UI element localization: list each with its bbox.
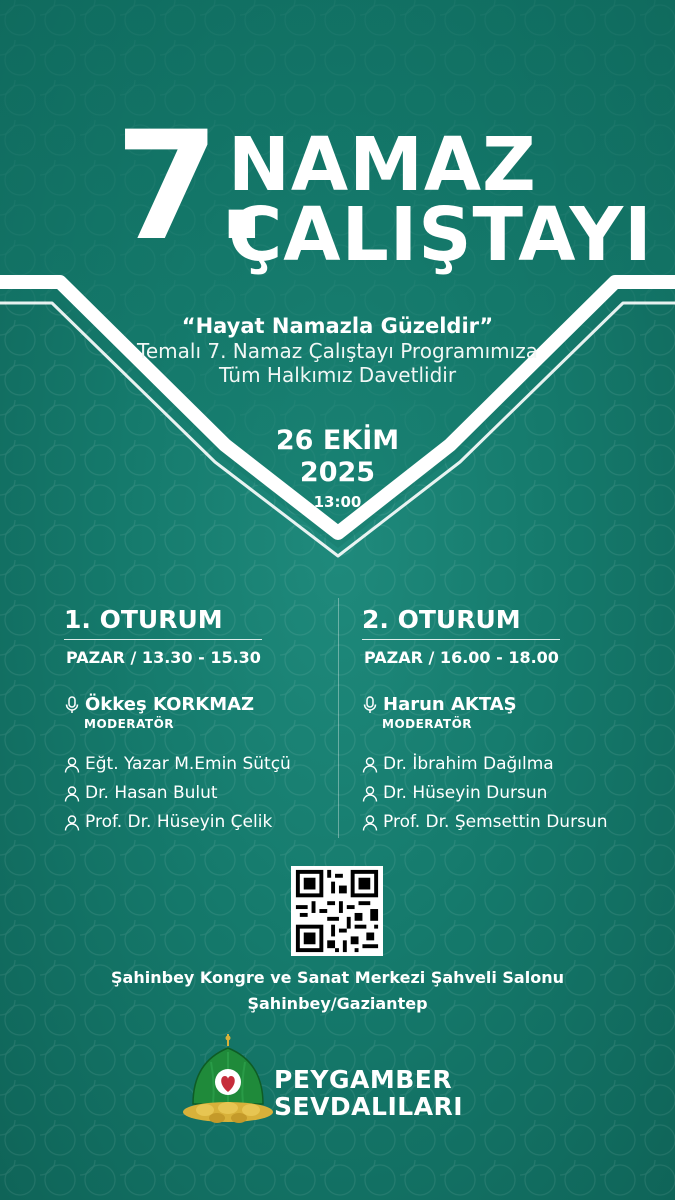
speaker-item xyxy=(64,750,364,779)
moderator-label: MODERATÖR xyxy=(382,717,473,731)
moderator-row xyxy=(362,694,662,716)
theme-quote: “Hayat Namazla Güzeldir” xyxy=(181,314,494,338)
speaker-name: Prof. Dr. Hüseyin Çelik xyxy=(85,812,273,832)
venue-line-2: Şahinbey/Gaziantep xyxy=(247,994,428,1013)
person-icon xyxy=(362,785,378,803)
edition-number: 7. xyxy=(115,100,265,274)
session-title: 1. OTURUM xyxy=(64,605,223,634)
date-day-month: 26 EKİM xyxy=(275,425,400,456)
moderator-label: MODERATÖR xyxy=(84,717,175,731)
brand-line-1: PEYGAMBER xyxy=(274,1065,453,1094)
theme-line-2: Tüm Halkımız Davetlidir xyxy=(218,363,457,387)
moderator-name: Ökkeş KORKMAZ xyxy=(85,694,255,715)
moderator-name: Harun AKTAŞ xyxy=(383,694,517,715)
person-icon xyxy=(362,814,378,832)
venue-block xyxy=(0,965,675,1017)
moderator-row xyxy=(64,694,364,716)
speaker-item xyxy=(362,808,662,837)
session-rule xyxy=(362,639,560,640)
person-icon xyxy=(64,756,80,774)
speaker-list xyxy=(64,750,364,837)
speaker-name: Prof. Dr. Şemsettin Dursun xyxy=(383,812,608,832)
speaker-name: Dr. Hasan Bulut xyxy=(85,783,218,803)
speaker-list xyxy=(362,750,662,837)
speaker-item xyxy=(64,808,364,837)
person-icon xyxy=(64,814,80,832)
person-icon xyxy=(64,785,80,803)
start-time: 13:00 xyxy=(313,493,362,511)
date-block xyxy=(0,425,675,515)
microphone-icon xyxy=(362,696,378,714)
session-2 xyxy=(362,603,662,837)
microphone-icon xyxy=(64,696,80,714)
session-1 xyxy=(64,603,364,837)
speaker-name: Dr. Hüseyin Dursun xyxy=(383,783,548,803)
theme-line-1: Temalı 7. Namaz Çalıştayı Programımıza xyxy=(137,339,538,363)
brand-name xyxy=(274,1066,463,1120)
session-time: PAZAR / 13.30 - 15.30 xyxy=(66,648,261,667)
title-line-2: ÇALIŞTAYI xyxy=(228,192,653,278)
qr-code[interactable] xyxy=(291,866,383,956)
speaker-name: Dr. İbrahim Dağılma xyxy=(383,754,554,774)
venue-line-1: Şahinbey Kongre ve Sanat Merkezi Şahveli Salonu xyxy=(111,968,564,987)
speaker-item xyxy=(362,750,662,779)
theme-block xyxy=(0,313,675,387)
speaker-name: Eğt. Yazar M.Emin Sütçü xyxy=(85,754,291,774)
dome-logo-icon xyxy=(175,1032,285,1132)
brand-line-2: SEVDALILARI xyxy=(274,1092,464,1121)
speaker-item xyxy=(64,779,364,808)
session-rule xyxy=(64,639,262,640)
session-title: 2. OTURUM xyxy=(362,605,521,634)
speaker-item xyxy=(362,779,662,808)
title-line-1: NAMAZ xyxy=(228,122,537,208)
session-time: PAZAR / 16.00 - 18.00 xyxy=(364,648,559,667)
person-icon xyxy=(362,756,378,774)
date-year: 2025 xyxy=(299,457,376,488)
